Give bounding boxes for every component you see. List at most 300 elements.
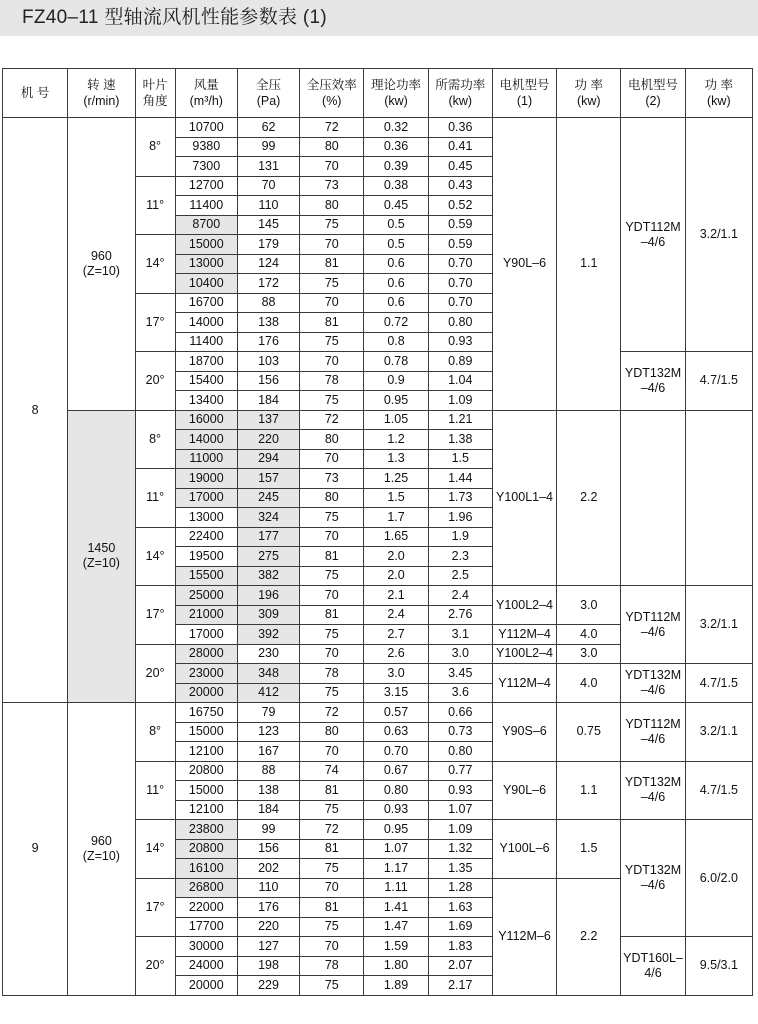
motor-model-1-cell: Y100L1–4 [492,410,556,586]
pressure-cell: 99 [237,137,299,157]
pressure-cell: 145 [237,215,299,235]
power-2-cell: 3.2/1.1 [685,118,752,352]
blade-angle-cell: 8° [135,118,175,177]
required-power-cell: 1.32 [428,839,492,859]
pressure-cell: 348 [237,664,299,684]
motor-model-2-cell [621,761,685,820]
theoretical-power-cell: 0.5 [364,235,428,255]
airflow-cell: 19000 [175,469,237,489]
efficiency-cell: 80 [300,488,364,508]
efficiency-cell: 81 [300,839,364,859]
pressure-cell: 88 [237,293,299,313]
airflow-cell: 7300 [175,157,237,177]
cell-line: 960 [90,833,112,848]
header-power-1: 功 率 (kw) [557,69,621,118]
motor-model-2-cell [621,410,685,586]
airflow-cell: 13400 [175,391,237,411]
motor-model-1-cell: Y112M–6 [492,878,556,995]
cell-line: (Z=10) [82,263,120,278]
pressure-cell: 167 [237,742,299,762]
theoretical-power-cell: 1.5 [364,488,428,508]
efficiency-cell: 78 [300,664,364,684]
pressure-cell: 124 [237,254,299,274]
header-total-pressure: 全压 (Pa) [237,69,299,118]
theoretical-power-cell: 1.89 [364,976,428,996]
theoretical-power-cell: 2.1 [364,586,428,606]
airflow-cell: 25000 [175,586,237,606]
efficiency-cell: 75 [300,215,364,235]
speed-cell [68,118,135,411]
airflow-cell: 15000 [175,722,237,742]
motor-model-2-cell [621,703,685,762]
theoretical-power-cell: 0.8 [364,332,428,352]
table-row [3,703,753,723]
airflow-cell: 10400 [175,274,237,294]
power-1-cell: 1.5 [557,820,621,879]
airflow-cell: 12100 [175,800,237,820]
required-power-cell: 0.66 [428,703,492,723]
required-power-cell: 2.17 [428,976,492,996]
pressure-cell: 79 [237,703,299,723]
required-power-cell: 1.07 [428,800,492,820]
speed-cell [68,703,135,996]
airflow-cell: 20800 [175,839,237,859]
airflow-cell: 20000 [175,683,237,703]
table-body [3,118,753,996]
airflow-cell: 15000 [175,235,237,255]
required-power-cell: 1.73 [428,488,492,508]
required-power-cell: 1.44 [428,469,492,489]
blade-angle-cell: 11° [135,469,175,528]
theoretical-power-cell: 0.38 [364,176,428,196]
power-1-cell: 2.2 [557,878,621,995]
airflow-cell: 23000 [175,664,237,684]
blade-angle-cell: 14° [135,527,175,586]
pressure-cell: 157 [237,469,299,489]
efficiency-cell: 75 [300,800,364,820]
motor-model-1-cell: Y112M–4 [492,664,556,703]
cell-line: –4/6 [640,790,666,805]
pressure-cell: 156 [237,839,299,859]
pressure-cell: 131 [237,157,299,177]
airflow-cell: 11400 [175,332,237,352]
cell-line: 4/6 [644,965,662,980]
airflow-cell: 24000 [175,956,237,976]
cell-line: –4/6 [640,624,666,639]
theoretical-power-cell: 2.0 [364,566,428,586]
page-title: FZ40–11 型轴流风机性能参数表 (1) [22,7,328,28]
pressure-cell: 172 [237,274,299,294]
efficiency-cell: 78 [300,956,364,976]
efficiency-cell: 70 [300,157,364,177]
efficiency-cell: 75 [300,508,364,528]
airflow-cell: 15000 [175,781,237,801]
performance-table [2,68,753,996]
title-bar [0,0,758,36]
theoretical-power-cell: 1.17 [364,859,428,879]
theoretical-power-cell: 1.59 [364,937,428,957]
motor-model-2-cell [621,937,685,996]
airflow-cell: 21000 [175,605,237,625]
power-2-cell: 4.7/1.5 [685,664,752,703]
pressure-cell: 220 [237,917,299,937]
theoretical-power-cell: 0.80 [364,781,428,801]
blade-angle-cell: 20° [135,352,175,411]
cell-line: 960 [90,248,112,263]
required-power-cell: 3.45 [428,664,492,684]
theoretical-power-cell: 0.70 [364,742,428,762]
cell-line: YDT132M [624,863,682,877]
pressure-cell: 220 [237,430,299,450]
pressure-cell: 202 [237,859,299,879]
efficiency-cell: 78 [300,371,364,391]
efficiency-cell: 70 [300,644,364,664]
theoretical-power-cell: 3.0 [364,664,428,684]
efficiency-cell: 81 [300,605,364,625]
pressure-cell: 127 [237,937,299,957]
airflow-cell: 11000 [175,449,237,469]
pressure-cell: 123 [237,722,299,742]
airflow-cell: 22000 [175,898,237,918]
required-power-cell: 0.43 [428,176,492,196]
cell-line: –4/6 [640,234,666,249]
theoretical-power-cell: 1.3 [364,449,428,469]
required-power-cell: 1.83 [428,937,492,957]
power-2-cell: 9.5/3.1 [685,937,752,996]
required-power-cell: 2.07 [428,956,492,976]
theoretical-power-cell: 0.45 [364,196,428,216]
power-2-cell: 3.2/1.1 [685,586,752,664]
motor-model-2-cell [621,352,685,411]
efficiency-cell: 80 [300,722,364,742]
theoretical-power-cell: 0.39 [364,157,428,177]
power-2-cell: 3.2/1.1 [685,703,752,762]
motor-model-1-cell: Y112M–4 [492,625,556,645]
required-power-cell: 0.41 [428,137,492,157]
header-speed: 转 速 (r/min) [68,69,135,118]
efficiency-cell: 70 [300,937,364,957]
required-power-cell: 1.5 [428,449,492,469]
required-power-cell: 0.89 [428,352,492,372]
required-power-cell: 1.9 [428,527,492,547]
theoretical-power-cell: 0.5 [364,215,428,235]
power-1-cell: 3.0 [557,644,621,664]
required-power-cell: 0.52 [428,196,492,216]
motor-model-1-cell: Y100L2–4 [492,644,556,664]
required-power-cell: 2.4 [428,586,492,606]
efficiency-cell: 70 [300,527,364,547]
pressure-cell: 382 [237,566,299,586]
header-power-2: 功 率 (kw) [685,69,752,118]
power-1-cell: 1.1 [557,118,621,411]
cell-line: YDT132M [624,775,682,790]
header-row [3,69,753,118]
machine-cell: 9 [3,703,68,996]
required-power-cell: 0.45 [428,157,492,177]
speed-cell [68,410,135,703]
power-1-cell: 2.2 [557,410,621,586]
efficiency-cell: 70 [300,449,364,469]
airflow-cell: 16100 [175,859,237,879]
power-1-cell: 3.0 [557,586,621,625]
pressure-cell: 88 [237,761,299,781]
pressure-cell: 179 [237,235,299,255]
theoretical-power-cell: 0.6 [364,293,428,313]
required-power-cell: 0.80 [428,742,492,762]
required-power-cell: 0.70 [428,254,492,274]
pressure-cell: 176 [237,898,299,918]
airflow-cell: 16700 [175,293,237,313]
required-power-cell: 0.93 [428,781,492,801]
theoretical-power-cell: 1.65 [364,527,428,547]
blade-angle-cell: 11° [135,761,175,820]
theoretical-power-cell: 2.4 [364,605,428,625]
cell-line: YDT132M [624,668,682,682]
pressure-cell: 245 [237,488,299,508]
required-power-cell: 0.36 [428,118,492,138]
required-power-cell: 1.04 [428,371,492,391]
theoretical-power-cell: 2.7 [364,625,428,645]
efficiency-cell: 75 [300,274,364,294]
required-power-cell: 1.63 [428,898,492,918]
header-theoretical-power: 理论功率 (kw) [364,69,428,118]
required-power-cell: 1.09 [428,820,492,840]
required-power-cell: 0.70 [428,274,492,294]
airflow-cell: 14000 [175,313,237,333]
efficiency-cell: 70 [300,878,364,898]
power-1-cell: 0.75 [557,703,621,762]
required-power-cell: 0.59 [428,235,492,255]
blade-angle-cell: 11° [135,176,175,235]
efficiency-cell: 81 [300,781,364,801]
airflow-cell: 11400 [175,196,237,216]
blade-angle-cell: 17° [135,586,175,645]
theoretical-power-cell: 0.9 [364,371,428,391]
blade-angle-cell: 17° [135,878,175,937]
theoretical-power-cell: 0.32 [364,118,428,138]
airflow-cell: 30000 [175,937,237,957]
airflow-cell: 18700 [175,352,237,372]
table-row [3,118,753,138]
required-power-cell: 0.80 [428,313,492,333]
blade-angle-cell: 14° [135,235,175,294]
theoretical-power-cell: 0.63 [364,722,428,742]
required-power-cell: 3.6 [428,683,492,703]
airflow-cell: 17000 [175,625,237,645]
header-blade-angle: 叶片 角度 [135,69,175,118]
blade-angle-cell: 8° [135,410,175,469]
efficiency-cell: 70 [300,742,364,762]
efficiency-cell: 73 [300,176,364,196]
required-power-cell: 0.77 [428,761,492,781]
airflow-cell: 23800 [175,820,237,840]
cell-line: 1450 [87,541,116,556]
airflow-cell: 15400 [175,371,237,391]
efficiency-cell: 70 [300,352,364,372]
airflow-cell: 12700 [175,176,237,196]
efficiency-cell: 75 [300,976,364,996]
required-power-cell: 0.70 [428,293,492,313]
pressure-cell: 99 [237,820,299,840]
table-row [3,410,753,430]
header-motor-model-1: 电机型号 (1) [492,69,556,118]
efficiency-cell: 80 [300,196,364,216]
theoretical-power-cell: 3.15 [364,683,428,703]
required-power-cell: 1.35 [428,859,492,879]
header-airflow: 风量 (m³/h) [175,69,237,118]
pressure-cell: 110 [237,196,299,216]
pressure-cell: 177 [237,527,299,547]
power-1-cell: 4.0 [557,664,621,703]
required-power-cell: 3.1 [428,625,492,645]
pressure-cell: 70 [237,176,299,196]
efficiency-cell: 80 [300,430,364,450]
required-power-cell: 1.21 [428,410,492,430]
motor-model-1-cell: Y100L2–4 [492,586,556,625]
power-2-cell: 6.0/2.0 [685,820,752,937]
airflow-cell: 26800 [175,878,237,898]
required-power-cell: 3.0 [428,644,492,664]
motor-model-1-cell: Y90L–6 [492,118,556,411]
theoretical-power-cell: 0.95 [364,391,428,411]
efficiency-cell: 70 [300,293,364,313]
airflow-cell: 16000 [175,410,237,430]
airflow-cell: 20000 [175,976,237,996]
efficiency-cell: 75 [300,917,364,937]
theoretical-power-cell: 1.2 [364,430,428,450]
airflow-cell: 20800 [175,761,237,781]
power-1-cell: 4.0 [557,625,621,645]
efficiency-cell: 72 [300,703,364,723]
pressure-cell: 137 [237,410,299,430]
blade-angle-cell: 8° [135,703,175,762]
theoretical-power-cell: 2.0 [364,547,428,567]
airflow-cell: 22400 [175,527,237,547]
efficiency-cell: 75 [300,391,364,411]
blade-angle-cell: 20° [135,937,175,996]
required-power-cell: 1.69 [428,917,492,937]
pressure-cell: 62 [237,118,299,138]
motor-model-2-cell [621,586,685,664]
theoretical-power-cell: 1.07 [364,839,428,859]
cell-line: –4/6 [640,878,666,892]
efficiency-cell: 72 [300,118,364,138]
required-power-cell: 2.3 [428,547,492,567]
efficiency-cell: 72 [300,410,364,430]
pressure-cell: 294 [237,449,299,469]
theoretical-power-cell: 1.80 [364,956,428,976]
required-power-cell: 1.09 [428,391,492,411]
theoretical-power-cell: 1.7 [364,508,428,528]
efficiency-cell: 81 [300,898,364,918]
required-power-cell: 2.76 [428,605,492,625]
pressure-cell: 275 [237,547,299,567]
efficiency-cell: 75 [300,859,364,879]
power-2-cell: 4.7/1.5 [685,761,752,820]
efficiency-cell: 73 [300,469,364,489]
header-machine: 机 号 [3,69,68,118]
theoretical-power-cell: 0.67 [364,761,428,781]
blade-angle-cell: 20° [135,644,175,703]
pressure-cell: 392 [237,625,299,645]
efficiency-cell: 74 [300,761,364,781]
cell-line: (Z=10) [82,556,120,571]
efficiency-cell: 81 [300,547,364,567]
motor-model-2-cell [621,118,685,352]
power-2-cell: 4.7/1.5 [685,352,752,411]
cell-line: –4/6 [640,683,666,697]
airflow-cell: 17000 [175,488,237,508]
airflow-cell: 28000 [175,644,237,664]
efficiency-cell: 70 [300,586,364,606]
pressure-cell: 309 [237,605,299,625]
efficiency-cell: 72 [300,820,364,840]
theoretical-power-cell: 1.25 [364,469,428,489]
cell-line: (Z=10) [82,848,120,863]
motor-model-1-cell: Y90L–6 [492,761,556,820]
theoretical-power-cell: 1.05 [364,410,428,430]
airflow-cell: 9380 [175,137,237,157]
header-required-power: 所需功率 (kw) [428,69,492,118]
efficiency-cell: 81 [300,313,364,333]
theoretical-power-cell: 0.57 [364,703,428,723]
cell-line: –4/6 [640,731,666,746]
airflow-cell: 17700 [175,917,237,937]
motor-model-1-cell: Y100L–6 [492,820,556,879]
airflow-cell: 13000 [175,508,237,528]
pressure-cell: 230 [237,644,299,664]
pressure-cell: 229 [237,976,299,996]
theoretical-power-cell: 0.72 [364,313,428,333]
blade-angle-cell: 14° [135,820,175,879]
theoretical-power-cell: 0.36 [364,137,428,157]
efficiency-cell: 70 [300,235,364,255]
pressure-cell: 138 [237,781,299,801]
blade-angle-cell: 17° [135,293,175,352]
required-power-cell: 2.5 [428,566,492,586]
theoretical-power-cell: 1.47 [364,917,428,937]
efficiency-cell: 75 [300,683,364,703]
theoretical-power-cell: 0.93 [364,800,428,820]
theoretical-power-cell: 2.6 [364,644,428,664]
airflow-cell: 19500 [175,547,237,567]
cell-line: YDT112M [625,219,681,234]
efficiency-cell: 80 [300,137,364,157]
airflow-cell: 16750 [175,703,237,723]
power-1-cell: 1.1 [557,761,621,820]
required-power-cell: 0.73 [428,722,492,742]
theoretical-power-cell: 0.6 [364,254,428,274]
cell-line: YDT160L– [623,950,683,965]
theoretical-power-cell: 0.95 [364,820,428,840]
pressure-cell: 198 [237,956,299,976]
required-power-cell: 1.38 [428,430,492,450]
airflow-cell: 12100 [175,742,237,762]
machine-cell: 8 [3,118,68,703]
efficiency-cell: 75 [300,566,364,586]
airflow-cell: 10700 [175,118,237,138]
header-efficiency: 全压效率 (%) [300,69,364,118]
theoretical-power-cell: 0.78 [364,352,428,372]
pressure-cell: 324 [237,508,299,528]
airflow-cell: 14000 [175,430,237,450]
airflow-cell: 15500 [175,566,237,586]
cell-line: YDT132M [624,365,682,380]
pressure-cell: 176 [237,332,299,352]
efficiency-cell: 81 [300,254,364,274]
power-2-cell [685,410,752,586]
pressure-cell: 412 [237,683,299,703]
